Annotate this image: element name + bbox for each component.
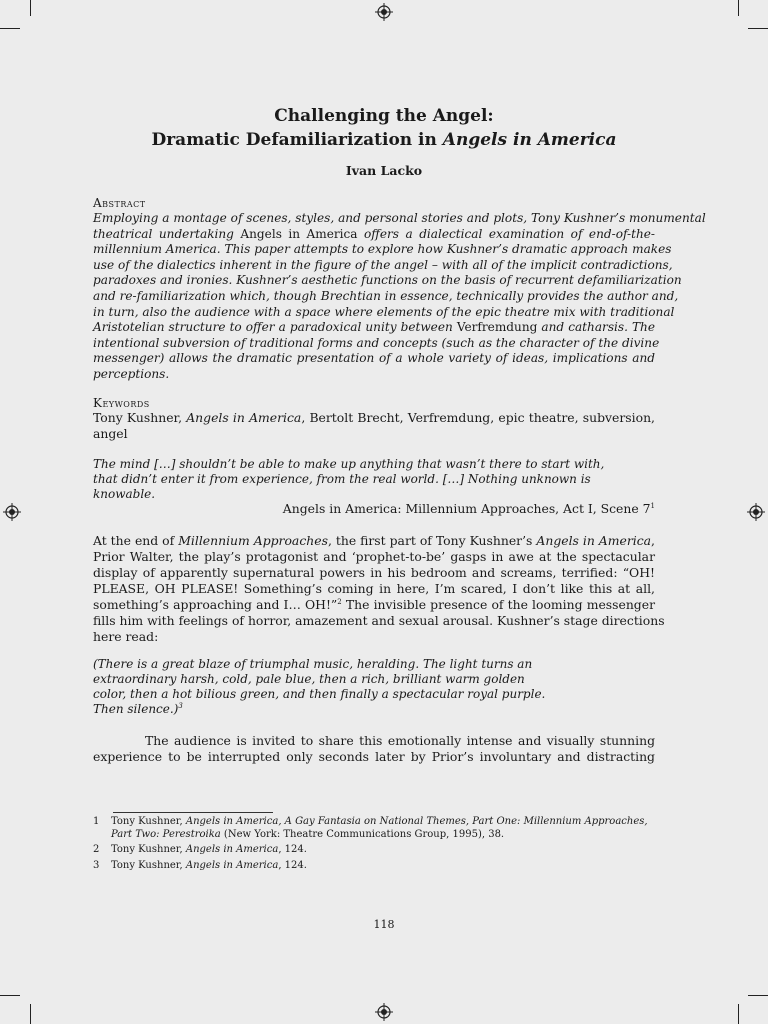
article-title-line2 [0, 129, 768, 151]
body-text: something’s approaching and I… OH!” [93, 597, 338, 612]
crop-mark [30, 0, 31, 16]
footnote-italic: Angels in America [185, 844, 279, 855]
crop-mark [0, 28, 20, 29]
abstract-line: in turn, also the audience with a space where elements of the epic theatre mix with traditional [93, 304, 675, 319]
abstract-line: and re-familiarization which, though Brechtian in essence, technically provides the author and, [93, 289, 679, 303]
keywords-heading: Keywords [93, 396, 150, 410]
body-text: The invisible presence of the looming messenger [341, 597, 655, 612]
epigraph-source [93, 501, 655, 517]
body-line [93, 533, 655, 549]
abstract-upright-text: Verfremdung [456, 320, 538, 335]
registration-mark-icon [747, 503, 765, 521]
footnote-plain: Tony Kushner, [111, 816, 186, 827]
body-line: The audience is invited to share this emotionally intense and visually stunning [145, 733, 655, 748]
registration-mark-icon [3, 503, 21, 521]
body-line: PLEASE, OH PLEASE! Something’s coming in here, I’m scared, I don’t like this at all, [93, 581, 655, 596]
footnote-plain: Tony Kushner, [111, 860, 186, 871]
crop-mark [738, 1004, 739, 1024]
epigraph-line: knowable. [93, 487, 156, 501]
abstract-line [93, 319, 655, 335]
keyword-text: Tony Kushner, [93, 410, 187, 425]
abstract-line [93, 226, 655, 242]
article-title-line1: Challenging the Angel: [274, 106, 494, 126]
epigraph-line: that didn’t enter it from experience, from the real world. […] Nothing unknown is [93, 472, 591, 486]
body-text: , the first part of Tony Kushner’s [327, 533, 537, 548]
abstract-text: theatrical undertaking [93, 226, 241, 241]
body-line: here read: [93, 629, 159, 644]
body-italic: Angels in America [536, 533, 652, 548]
body-line: display of apparently supernatural powers in his bedroom and screams, terrified: “OH! [93, 565, 655, 580]
footnote-plain: , 124. [278, 860, 307, 871]
abstract-line: messenger) allows the dramatic presentation of a whole variety of ideas, implications and [93, 351, 655, 366]
footnote-number: 1 [93, 816, 100, 827]
page-number: 118 [373, 918, 395, 931]
body-line: Prior Walter, the play’s protagonist and ‘prophet-to-be’ gasps in awe at the spectacular [93, 549, 655, 564]
body-text: At the end of [93, 533, 179, 548]
footnote-plain: Tony Kushner, [111, 844, 186, 855]
footnote-ref[interactable]: 1 [650, 501, 655, 510]
crop-mark [30, 1004, 31, 1024]
footnote-text [111, 859, 656, 872]
title-text: Dramatic Defamiliarization in [151, 130, 443, 150]
footnote-number: 2 [93, 844, 100, 855]
abstract-line: millennium America. This paper attempts to explore how Kushner’s dramatic approach makes [93, 242, 672, 257]
block-quote-line: extraordinary harsh, cold, pale blue, then a rich, brilliant warm golden [93, 672, 525, 686]
abstract-line: perceptions. [93, 367, 170, 381]
abstract-line: paradoxes and ironies. Kushner’s aesthetic functions on the basis of recurrent defamiliarization [93, 273, 682, 288]
abstract-text: Aristotelian structure to offer a paradoxical unity between [93, 320, 457, 335]
block-quote-line: color, then a hot bilious green, and then finally a spectacular royal purple. [93, 687, 546, 701]
footnote-text [111, 815, 656, 841]
crop-mark [0, 995, 20, 996]
footnote-italic: Angels in America [185, 860, 279, 871]
body-line: experience to be interrupted only seconds later by Prior’s involuntary and distracting [93, 749, 655, 764]
author-name: Ivan Lacko [345, 163, 423, 178]
abstract-line: Employing a montage of scenes, styles, and personal stories and plots, Tony Kushner’s monumental [93, 211, 706, 225]
body-line [93, 597, 655, 613]
block-quote-line [93, 701, 655, 717]
abstract-line: intentional subversion of traditional forms and concepts (such as the character of the divine [93, 335, 660, 350]
abstract-text: offers a dialectical examination of end-of-the- [357, 226, 655, 241]
footnote-italic: Angels in America, A Gay Fantasia on National Themes, Part One: Millennium Approaches, Part Two: Perestroika [111, 816, 648, 840]
abstract-line: use of the dialectics inherent in the figure of the angel – with all of the implicit contradictions, [93, 257, 673, 272]
epigraph-line: The mind […] shouldn’t be able to make up anything that wasn’t there to start with, [93, 457, 605, 471]
footnote-plain: (New York: Theatre Communications Group, 1995), 38. [220, 829, 505, 840]
footnote-plain: , 124. [278, 844, 307, 855]
block-quote-line: (There is a great blaze of triumphal music, heralding. The light turns an [93, 657, 533, 671]
epigraph-source-text: Angels in America: Millennium Approaches, Act I, Scene 7 [282, 501, 651, 516]
body-line: fills him with feelings of horror, amazement and sexual arousal. Kushner’s stage directions [93, 613, 665, 628]
abstract-heading: Abstract [93, 196, 146, 210]
block-quote-text: Then silence.) [93, 702, 179, 716]
crop-mark [748, 995, 768, 996]
keywords-line [93, 410, 655, 426]
keyword-italic: Angels in America [186, 410, 302, 425]
keyword-text: , Bertolt Brecht, Verfremdung, epic theatre, subversion, [301, 410, 655, 425]
keywords-line: angel [93, 426, 128, 441]
footnote-number: 3 [93, 860, 100, 871]
crop-mark [738, 0, 739, 16]
footnote-ref[interactable]: 2 [337, 597, 342, 606]
footnote-rule [113, 812, 273, 813]
abstract-text: and catharsis. The [537, 320, 655, 335]
registration-mark-icon [375, 1003, 393, 1021]
footnote-text [111, 843, 656, 856]
body-text: , [651, 533, 655, 548]
body-italic: Millennium Approaches [178, 533, 328, 548]
title-italic: Angels in America [442, 130, 617, 150]
registration-mark-icon [375, 3, 393, 21]
footnote-ref[interactable]: 3 [178, 702, 183, 710]
crop-mark [748, 28, 768, 29]
abstract-upright-text: Angels in America [240, 226, 358, 241]
